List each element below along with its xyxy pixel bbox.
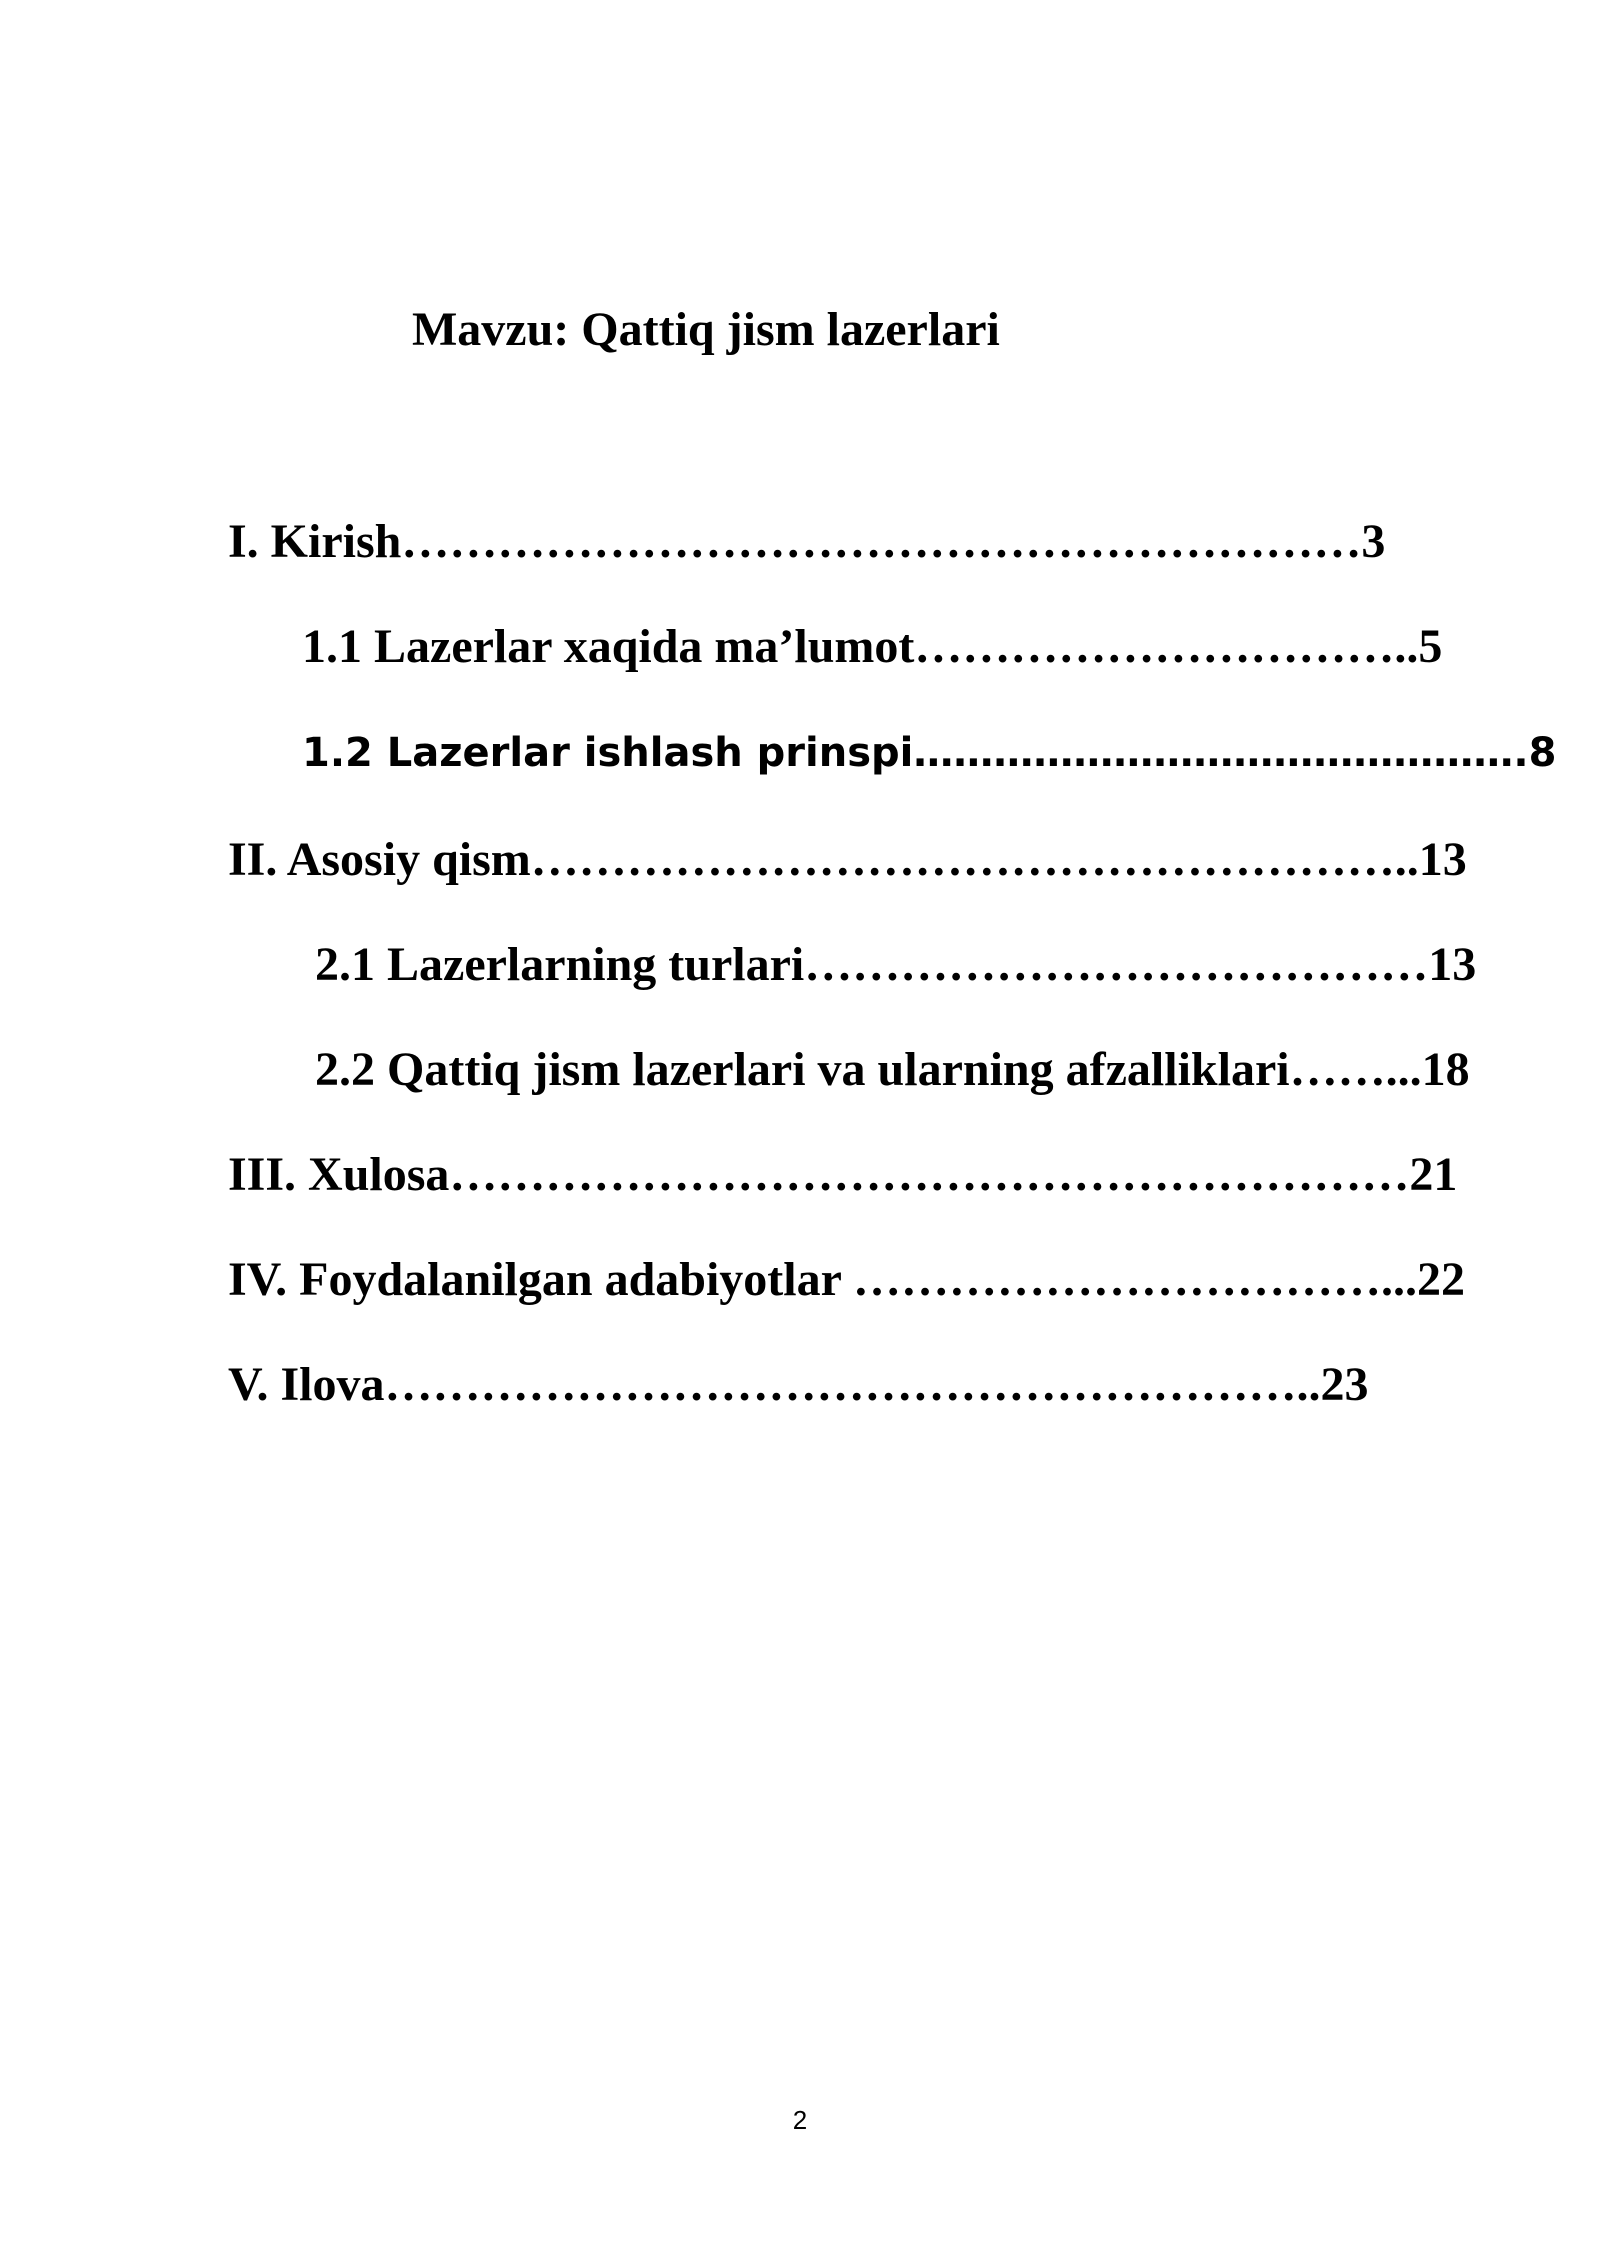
toc-entry-ishlash-prinspi: 1.2 Lazerlar ishlash prinspi……………………………………….8 — [302, 730, 1557, 776]
toc-entry-lazerlarning-turlari: 2.1 Lazerlarning turlari…………………………………13 — [315, 938, 1477, 991]
toc-entry-qattiq-jism-afzalliklari: 2.2 Qattiq jism lazerlari va ularning afzalliklari……...18 — [315, 1043, 1470, 1096]
page-number: 2 — [792, 2105, 808, 2135]
toc-entry-kirish: I. Kirish……………………………………………………3 — [228, 515, 1386, 568]
toc-entry-asosiy-qism: II. Asosiy qism………………………………………………..13 — [228, 833, 1467, 886]
toc-entry-xulosa: III. Xulosa……………………………………………………21 — [228, 1148, 1458, 1201]
document-title: Mavzu: Qattiq jism lazerlari — [412, 303, 1000, 356]
toc-entry-adabiyotlar: IV. Foydalanilgan adabiyotlar ……………………………...22 — [228, 1253, 1466, 1306]
toc-entry-lazerlar-xaqida: 1.1 Lazerlar xaqida ma’lumot…………………………..5 — [302, 620, 1443, 673]
toc-entry-ilova: V. Ilova…………………………………………………..23 — [228, 1358, 1369, 1411]
